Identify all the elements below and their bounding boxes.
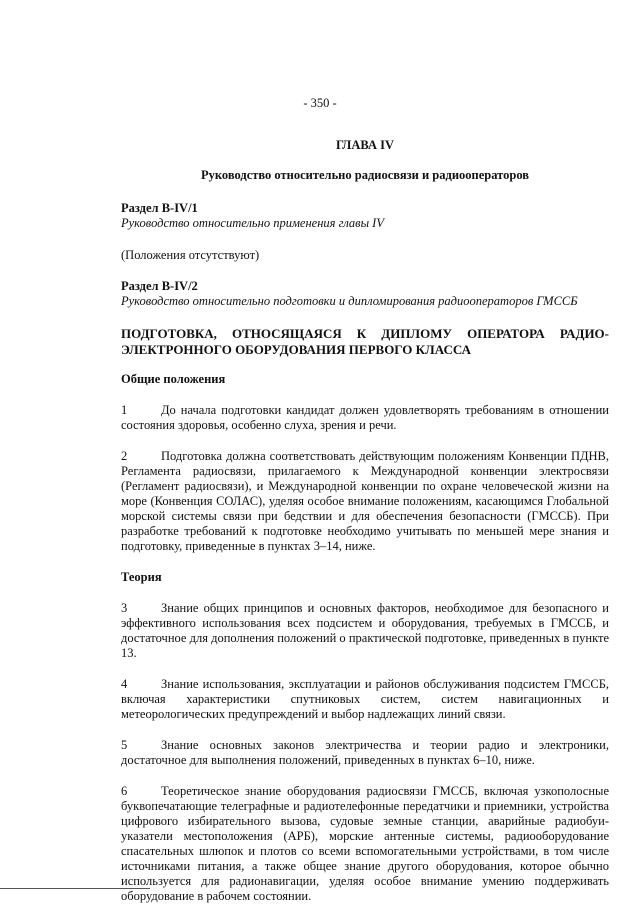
footnote-divider — [0, 888, 150, 889]
theory-heading: Теория — [121, 570, 162, 584]
paragraph-text: До начала подготовки кандидат должен удовлетворять требованиям в отношении состояния здоровья, особенно слуха, зрения и речи. — [121, 403, 609, 432]
paragraph-number: 2 — [121, 449, 128, 463]
paragraph-number: 1 — [121, 403, 128, 417]
section-1-heading: Раздел B-IV/1 — [121, 201, 198, 215]
page-number: - 350 - — [303, 96, 337, 110]
paragraph-5 — [121, 738, 609, 768]
paragraph-number: 3 — [121, 601, 128, 615]
paragraph-3 — [121, 601, 609, 661]
paragraph-6 — [121, 784, 609, 904]
paragraph-text: Знание общих принципов и основных факторов, необходимое для безопасного и эффективного использования всех подсистем и оборудования, требуемых в ГМССБ, и достаточное для дополнения положений о практической подготовке, приведенных в пункте 13. — [121, 601, 609, 660]
page-content — [121, 138, 609, 920]
section-1-subtitle: Руководство относительно применения главы IV — [121, 216, 384, 230]
main-title: ПОДГОТОВКА, ОТНОСЯЩАЯСЯ К ДИПЛОМУ ОПЕРАТОРА РАДИО-ЭЛЕКТРОННОГО ОБОРУДОВАНИЯ ПЕРВОГО КЛАССА — [121, 326, 609, 357]
paragraph-2 — [121, 449, 609, 554]
paragraph-text: Подготовка должна соответствовать действующим положениям Конвенции ПДНВ, Регламента радиосвязи, прилагаемого к Международной конвенции электросвязи (Регламент радиосвязи), и Международной конвенции по охране человеческой жизни на море (Конвенция СОЛАС), уделяя особое внимание положениям, касающимся Глобальной морской системы связи при бедствии и для обеспечения безопасности (ГМССБ). При разработке требований к подготовке необходимо учитывать по меньшей мере знания и подготовку, приведенные в пунктах 3–14, ниже. — [121, 449, 609, 553]
paragraph-text: Теоретическое знание оборудования радиосвязи ГМССБ, включая узкополосные буквопечатающие телеграфные и радиотелефонные передатчики и приемники, устройства цифрового избирательного вызова, судовые земные станции, аварийные радиобуи-указатели местоположения (АРБ), морские антенные системы, радиооборудование спасательных шлюпок и плотов со всеми вспомогательными устройствами, в том числе источниками питания, а также общее знание другого оборудования, которое обычно используется для радионавигации, уделяя особое внимание умению поддерживать оборудование в рабочем состоянии. — [121, 784, 609, 903]
section-2-heading: Раздел B-IV/2 — [121, 279, 198, 293]
section-1-note: (Положения отсутствуют) — [121, 248, 260, 262]
chapter-label: ГЛАВА IV — [335, 138, 394, 152]
section-2-subtitle: Руководство относительно подготовки и дипломирования радиооператоров ГМССБ — [121, 294, 578, 308]
paragraph-number: 6 — [121, 784, 128, 798]
paragraph-number: 5 — [121, 738, 128, 752]
general-provisions-heading: Общие положения — [121, 372, 226, 386]
paragraph-1 — [121, 403, 609, 433]
paragraph-4 — [121, 677, 609, 722]
chapter-title: Руководство относительно радиосвязи и радиооператоров — [200, 168, 530, 182]
paragraph-text: Знание использования, эксплуатации и районов обслуживания подсистем ГМССБ, включая характеристики спутниковых систем, систем навигационных и метеорологических предупреждений и выбор надлежащих линий связи. — [121, 677, 609, 721]
paragraph-number: 4 — [121, 677, 128, 691]
paragraph-text: Знание основных законов электричества и теории радио и электроники, достаточное для выполнения положений, приведенных в пунктах 6–10, ниже. — [121, 738, 609, 767]
